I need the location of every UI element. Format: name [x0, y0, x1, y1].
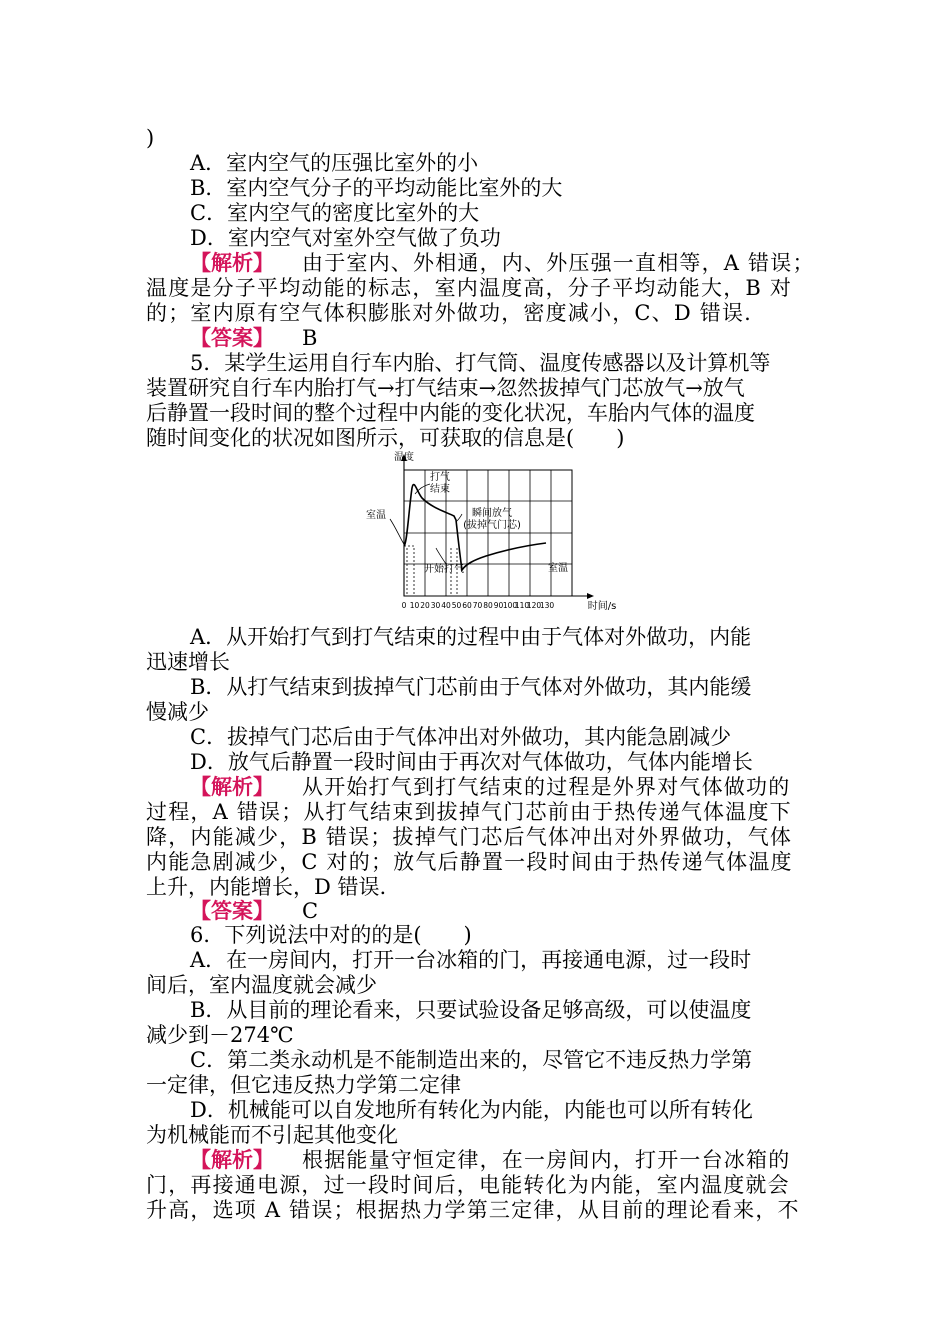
q5-option-a-line2: 迅速增长 [146, 650, 230, 674]
x-tick: 20 [420, 601, 430, 610]
room-temp-left-label: 室温 [366, 510, 386, 521]
q5-option-c: C．拔掉气门芯后由于气体冲出对外做功，其内能急剧减少 [190, 725, 732, 749]
x-tick: 10 [409, 601, 420, 610]
q5-analysis-text1: 从开始打气到打气结束的过程是外界对气体做功的 [302, 775, 791, 799]
q5-answer-value: C [302, 899, 319, 923]
q5-option-b-line1: B．从打气结束到拔掉气门芯前由于气体对外做功，其内能缓 [190, 675, 752, 699]
q5-option-a-line1: A．从开始打气到打气结束的过程中由于气体对外做功，内能 [190, 625, 752, 649]
x-tick: 50 [451, 601, 462, 610]
x-tick: 120 [526, 601, 542, 610]
q5-stem-line4: 随时间变化的状况如图所示，可获取的信息是( ) [146, 426, 625, 450]
q5-analysis-line3: 降，内能减少，B 错误；拔掉气门芯后气体冲出对外界做功，气体 [146, 825, 793, 849]
answer-tag: 【答案】 [190, 899, 274, 923]
analysis-tag: 【解析】 [190, 251, 274, 275]
q4-option-d: D．室内空气对室外空气做了负功 [190, 226, 501, 250]
q6-option-d-line2: 为机械能而不引起其他变化 [146, 1123, 398, 1147]
x-tick: 80 [483, 601, 493, 610]
x-tick-labels [402, 601, 555, 610]
q4-analysis-line2: 温度是分子平均动能的标志，室内温度高，分子平均动能大，B 对 [146, 276, 793, 300]
q6-option-b-line1: B．从目前的理论看来，只要试验设备足够高级，可以使温度 [190, 998, 752, 1022]
end-pump-label-2: 结束 [430, 484, 450, 495]
q4-option-a: A．室内空气的压强比室外的小 [190, 151, 479, 175]
q6-option-b-line2: 减少到－274℃ [146, 1023, 294, 1047]
q4-analysis-line1 [190, 250, 815, 276]
q6-option-a-line2: 间后，室内温度就会减少 [146, 973, 377, 997]
x-axis-arrow-icon [587, 593, 594, 599]
answer-tag: 【答案】 [190, 326, 274, 350]
q5-analysis-line4: 内能急剧减少，C 对的；放气后静置一段时间由于热传递气体温度 [146, 850, 793, 874]
q5-analysis-line1 [190, 774, 790, 800]
q6-stem: 6．下列说法中对的的是( ) [190, 923, 472, 947]
q4-option-b: B．室内空气分子的平均动能比室外的大 [190, 176, 563, 200]
analysis-tag: 【解析】 [190, 1148, 274, 1172]
q5-option-b-line2: 慢减少 [146, 700, 209, 724]
q6-option-a-line1: A．在一房间内，打开一台冰箱的门，再接通电源，过一段时 [190, 948, 752, 972]
q6-analysis-line2: 门，再接通电源，过一段时间后，电能转化为内能，室内温度就会 [146, 1173, 790, 1197]
x-tick: 70 [472, 601, 483, 610]
q5-analysis-line2: 过程，A 错误；从打气结束到拔掉气门芯前由于热传递气体温度下 [146, 800, 792, 824]
x-tick: 90 [493, 601, 504, 610]
release-label-1: 瞬间放气 [472, 508, 512, 519]
x-tick: 60 [462, 601, 472, 610]
q5-option-d: D．放气后静置一段时间由于再次对气体做功，气体内能增长 [190, 750, 753, 774]
q6-option-c-line1: C．第二类永动机是不能制造出来的，尽管它不违反热力学第 [190, 1048, 753, 1072]
end-pump-label-1: 打气 [430, 472, 450, 483]
analysis-tag: 【解析】 [190, 775, 274, 799]
q4-analysis-line3: 的；室内原有空气体积膨胀对外做功，密度减小，C、D 错误. [146, 301, 753, 325]
q5-stem-line1: 5．某学生运用自行车内胎、打气筒、温度传感器以及计算机等 [190, 351, 771, 375]
q6-analysis-text1: 根据能量守恒定律，在一房间内，打开一台冰箱的 [302, 1148, 791, 1172]
release-label-2: (拔掉气门芯) [463, 520, 521, 531]
q5-analysis-line5: 上升，内能增长，D 错误. [146, 875, 387, 899]
x-axis-label: 时间/s [587, 601, 617, 612]
q6-analysis-line1 [190, 1147, 790, 1173]
q6-option-c-line2: 一定律，但它违反热力学第二定律 [146, 1073, 461, 1097]
q5-stem-line2: 装置研究自行车内胎打气→打气结束→忽然拔掉气门芯放气→放气 [146, 376, 745, 400]
paren-close: ) [146, 126, 155, 150]
x-tick: 100 [502, 601, 518, 610]
x-tick: 110 [514, 601, 530, 610]
q4-analysis-text1: 由于室内、外相通，内、外压强一直相等，A 错误； [302, 251, 815, 275]
x-tick: 0 [401, 601, 407, 610]
y-axis-label: 温度 [394, 452, 414, 463]
q5-answer-line [190, 898, 318, 924]
x-tick: 30 [430, 601, 441, 610]
q5-stem-line3: 后静置一段时间的整个过程中内能的变化状况，车胎内气体的温度 [146, 401, 755, 425]
q6-analysis-line3: 升高，选项 A 错误；根据热力学第三定律，从目前的理论看来，不 [146, 1198, 800, 1222]
temperature-time-figure [362, 448, 642, 616]
x-tick: 40 [441, 601, 451, 610]
q6-option-d-line1: D．机械能可以自发地所有转化为内能，内能也可以所有转化 [190, 1098, 753, 1122]
start-pump-label: 开始打气 [424, 564, 464, 575]
x-tick: 130 [539, 601, 555, 610]
room-temp-right-label: 室温 [548, 563, 568, 574]
q4-answer-value: B [302, 326, 318, 350]
q4-option-c: C．室内空气的密度比室外的大 [190, 201, 480, 225]
q4-answer-line [190, 325, 317, 351]
